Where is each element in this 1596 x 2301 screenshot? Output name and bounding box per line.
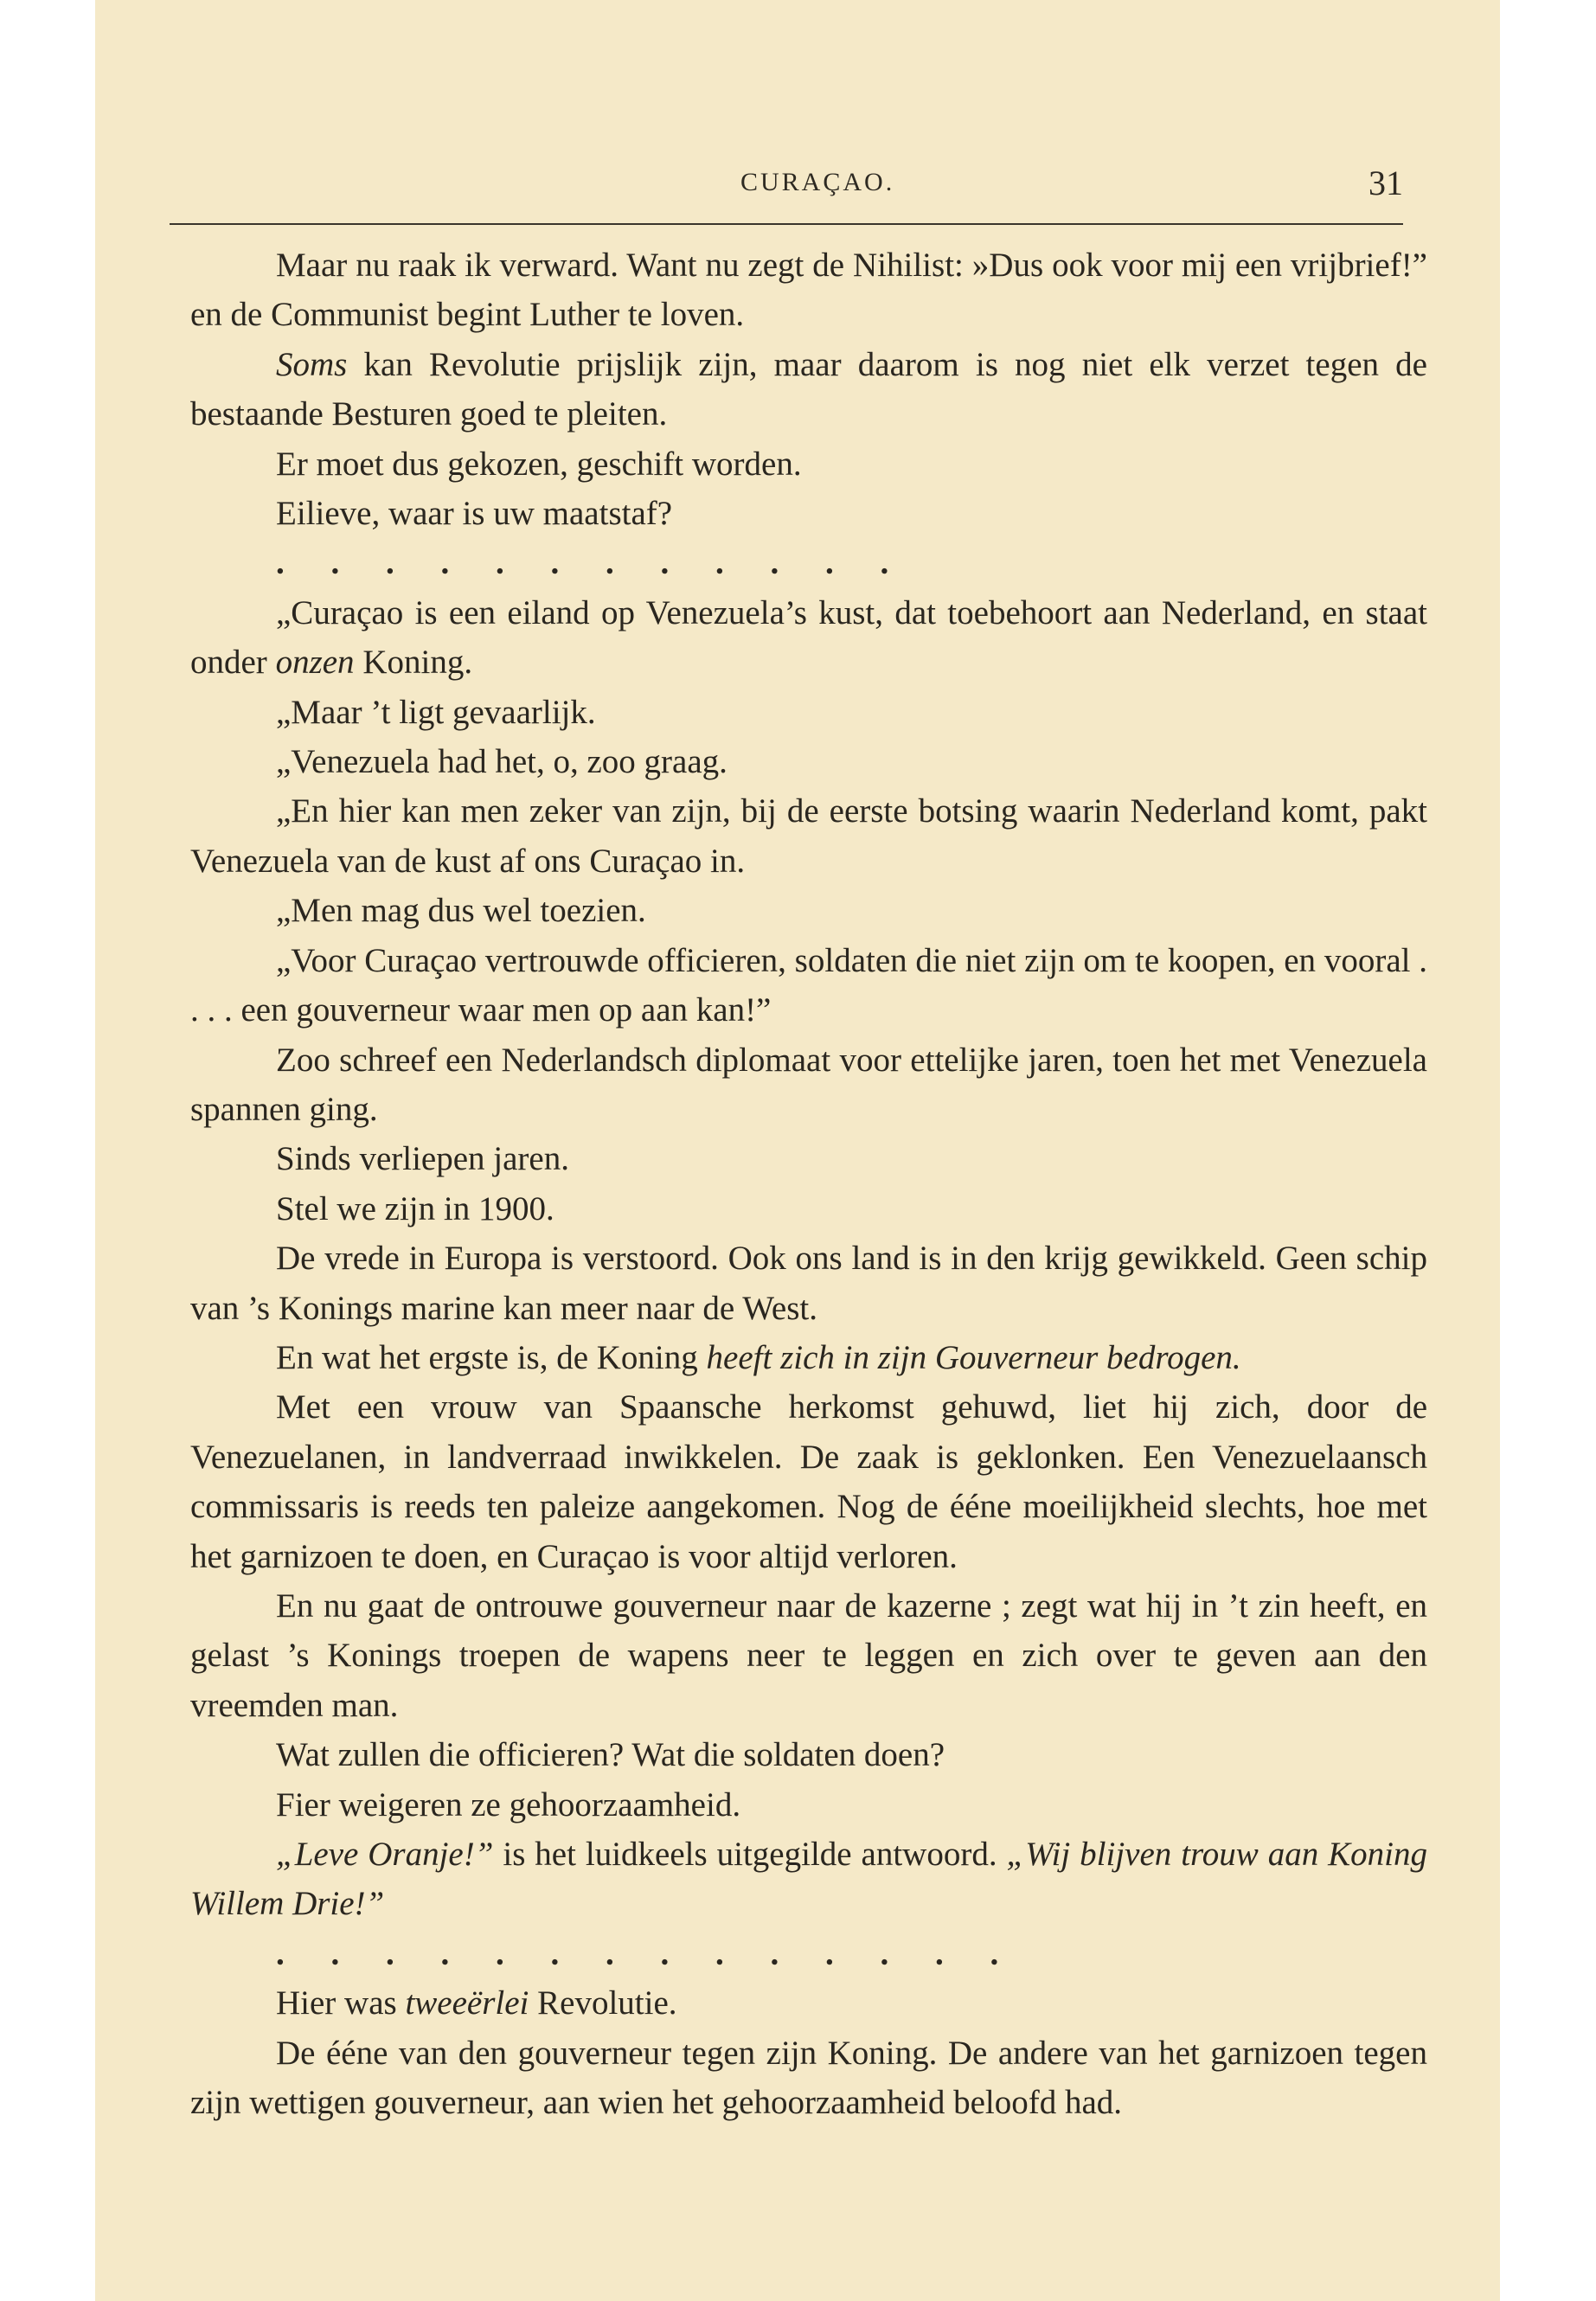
paragraph: Stel we zijn in 1900.: [276, 1189, 554, 1227]
paragraph: En wat het ergste is, de Koning heeft zich in zijn Gouverneur bedrogen.: [276, 1338, 1241, 1376]
paragraph: Wat zullen die officieren? Wat die soldaten doen?: [276, 1736, 945, 1774]
paragraph: „Men mag dus wel toezien.: [276, 892, 646, 930]
paragraph: „En hier kan men zeker van zijn, bij de eerste botsing waarin Nederland komt, pakt Venezuela van de kust af ons Curaçao in.: [190, 792, 1427, 880]
running-title: CURAÇAO.: [740, 168, 895, 196]
paragraph: De ééne van den gouverneur tegen zijn Koning. De andere van het garnizoen tegen zijn wettigen gouverneur, aan wien het gehoorzaamheid beloofd had.: [190, 2034, 1427, 2122]
paragraph: Soms kan Revolutie prijslijk zijn, maar daarom is nog niet elk verzet tegen de bestaande Besturen goed te pleiten.: [190, 345, 1427, 433]
header-rule: [170, 223, 1403, 225]
italic-text: „Wij blijven trouw aan Koning Willem Drie!”: [190, 1836, 1428, 1923]
page-number: 31: [1368, 163, 1403, 202]
italic-text: tweeërlei: [405, 1984, 529, 2022]
paragraph: „Leve Oranje!” is het luidkeels uitgegilde antwoord. „Wij blijven trouw aan Koning Willem Drie!”: [190, 1836, 1428, 1923]
paragraph: Zoo schreef een Nederlandsch diplomaat voor ettelijke jaren, toen het met Venezuela spannen ging.: [190, 1041, 1427, 1128]
paragraph: Sinds verliepen jaren.: [276, 1140, 569, 1178]
paragraph: En nu gaat de ontrouwe gouverneur naar de kazerne ; zegt wat hij in ’t zin heeft, en gelast ’s Konings troepen de wapens neer te leggen en zich over te geven aan den vreemden man.: [190, 1586, 1427, 1724]
paragraph: Fier weigeren ze gehoorzaamheid.: [276, 1785, 741, 1823]
paragraph: Met een vrouw van Spaansche herkomst gehuwd, liet hij zich, door de Venezuelanen, in landverraad inwikkelen. De zaak is geklonken. Een Venezuelaansch commissaris is reeds ten paleize aangekomen. Nog de ééne moeilijkheid slechts, hoe met het garnizoen te doen, en Curaçao is voor altijd verloren.: [190, 1388, 1427, 1575]
italic-text: heeft zich in zijn Gouverneur bedrogen.: [706, 1338, 1241, 1376]
page-header: [170, 164, 1403, 225]
italic-text: Soms: [276, 345, 348, 383]
page-body: [190, 240, 1427, 2127]
italic-text: onzen: [275, 644, 355, 682]
paragraph: „Curaçao is een eiland op Venezuela’s kust, dat toebehoort aan Nederland, en staat onder onzen Koning.: [190, 593, 1427, 682]
paragraph: „Venezuela had het, o, zoo graag.: [276, 743, 727, 781]
paragraph: Hier was tweeërlei Revolutie.: [276, 1984, 677, 2022]
italic-text: „Leve Oranje!”: [276, 1836, 494, 1873]
paragraph: „Voor Curaçao vertrouwde officieren, soldaten die niet zijn om te koopen, en vooral . . . . een gouverneur waar men op aan kan!”: [190, 941, 1427, 1029]
paragraph: De vrede in Europa is verstoord. Ook ons land is in den krijg gewikkeld. Geen schip van ’s Konings marine kan meer naar de West.: [190, 1240, 1427, 1327]
section-break-dots: . . . . . . . . . . . .: [276, 544, 908, 582]
paragraph: Maar nu raak ik verward. Want nu zegt de Nihilist: »Dus ook voor mij een vrijbrief!” en de Communist begint Luther te loven.: [190, 247, 1427, 334]
section-break-dots: . . . . . . . . . . . . . .: [276, 1934, 1018, 1972]
paragraph: „Maar ’t ligt gevaarlijk.: [276, 693, 596, 731]
paragraph: Er moet dus gekozen, geschift worden.: [276, 445, 802, 483]
paragraph: Eilieve, waar is uw maatstaf?: [276, 495, 673, 533]
